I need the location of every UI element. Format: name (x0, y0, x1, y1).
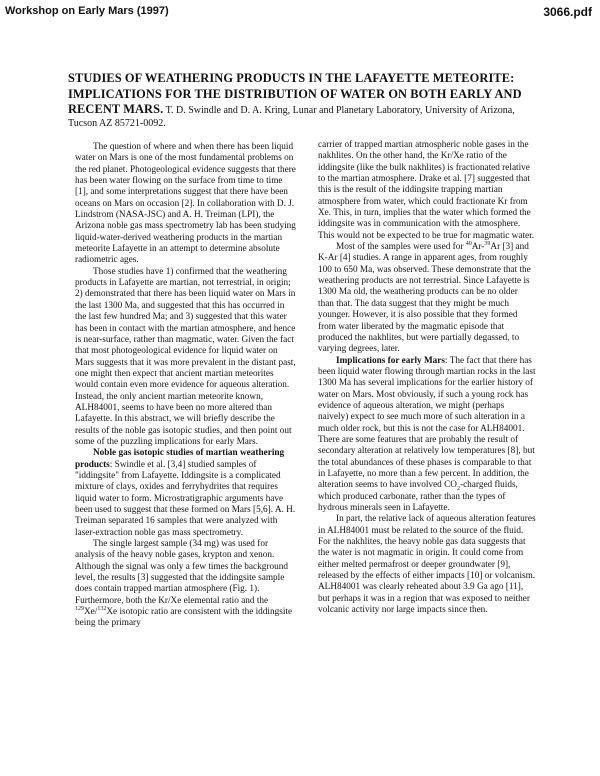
running-header-right: 3066.pdf (543, 5, 592, 19)
paragraph-noble-gas (75, 448, 297, 539)
text-run: Xe/ (84, 607, 98, 618)
left-column (75, 142, 297, 630)
paragraph-intro: The question of where and when there has been liquid water on Mars is one of the most fundamental problems on the red planet. Photogeological evidence suggests that there has been water flowing on the surface from time to time [1], and some interpretations suggest that there have been oceans on Mars on occasion [2]. In collaboration with D. J. Lindstrom (NASA-JSC) and A. H. Treiman (LPI), the Arizona noble gas mass spectrometry lab has been studying liquid-water-derived weathering products in the martian meteorite Lafayette in an attempt to determine absolute radiometric ages. (75, 142, 296, 266)
paragraph-findings: Those studies have 1) confirmed that the weathering products in Lafayette are martian, not terrestrial, in origin; 2) demonstrated that there has been liquid water on Mars in the last 1300 Ma, and suggested that this has occurred in the last few hundred Ma; and 3) suggested that this water has been in contact with the martian atmosphere, and hence is near-surface, rather than magmatic, water. Given the fact that most photogeological evidence for liquid water on Mars suggests that it was more prevalent in the distant past, one might then expect that ancient martian meteorites would contain even more evidence for aqueous alteration. Instead, the only ancient martian meteorite known, ALH84001, seems to have been no more altered than Lafayette. In this abstract, we will briefly describe the results of the noble gas isotopic studies, and then point out some of the puzzling implications for early Mars. (75, 266, 296, 447)
paper-title: STUDIES OF WEATHERING PRODUCTS IN THE LAFAYETTE METEORITE: IMPLICATIONS FOR THE DISTRIBUTION OF WATER ON BOTH EARLY AND RECENT MARS. (68, 71, 522, 116)
right-column (318, 140, 536, 616)
section-heading-noble-gas: Noble gas isotopic studies of martian weathering products (75, 448, 285, 470)
title-block (68, 71, 534, 130)
superscript: 39 (484, 241, 491, 248)
text-run: : The fact that there has been liquid water flowing through martian rocks in the last 1300 Ma has several implications for the earlier history of water on Mars. Most obviously, if such a young rock has evidence of aqueous alteration, we might (perhaps naively) expect to see much more of such alteration in a much older rock, but this is not the case for ALH84001. There are some features that are probably the result of secondary alteration at relatively low temperatures [8], but the total abundances of these phases is comparable to that in Lafayette, no more than a few percent. In addition, the alteration seems to have involved CO (318, 355, 536, 491)
superscript: 132 (97, 606, 107, 613)
paragraph-alteration: In part, the relative lack of aqueous alteration features in ALH84001 must be related to the source of the fluid. For the nakhlites, the heavy noble gas data suggests that the water is not magmatic in origin. It could come from either melted permafrost or deeper groundwater [9], released by the effects of either impacts [10] or volcanism. ALH84001 was clearly reheated about 3.9 Ga ago [11], but perhaps it was in a region that was exposed to neither volcanic activity nor large impacts since then. (318, 514, 536, 616)
paragraph-implications (318, 356, 536, 515)
text-run: Ar [3] and K-Ar [4] studies. A range in apparent ages, from roughly 100 to 650 Ma, was observed. These demonstrate that the weathering products are not terrestrial. Since Lafayette is 1300 Ma old, the weathering products can be no older than that. The data suggest that they might be much younger. However, it is also possible that they formed from water liberated by the magmatic episode that produced the nakhlites, but were partially degassed, to varying degrees, later. (318, 242, 531, 355)
text-run: Most of the samples were used for (336, 242, 466, 253)
paragraph-sample (75, 539, 297, 630)
paragraph-noble-gas-text: : Swindle et al. [3,4] studied samples of "iddingsite" from Lafayette. Iddingsite is a complicated mixture of clays, oxides and ferryhydrites that requires liquid water to form. Microstratigraphic arguments have been used to suggest that these formed on Mars [5,6]. A. H. Treiman separated 16 samples that were analyzed with laser-extraction noble gas mass spectrometry. (75, 459, 296, 538)
superscript: 129 (75, 606, 84, 613)
authors: T. D. Swindle and D. A. Kring, Lunar and Planetary Laboratory, University of Arizona, Tucson AZ 85721-0092. (68, 105, 515, 129)
text-run: Xe isotopic ratio are consistent with the iddingsite being the primary (75, 607, 293, 629)
running-header-left: Workshop on Early Mars (1997) (5, 5, 169, 17)
text-run: -charged fluids, which produced carbonate, rather than the types of hydrous minerals seen in Lafayette. (318, 480, 518, 513)
paragraph-ar-ages (318, 242, 536, 355)
superscript: 40 (465, 241, 472, 248)
subscript: 2 (456, 486, 460, 493)
text-run: The single largest sample (34 mg) was used for analysis of the heavy noble gases, krypton and xenon. Although the signal was only a few times the background level, the results [3] suggested that the iddingsite sample does contain trapped martian atmosphere (Fig. 1). Furthermore, both the Kr/Xe elemental ratio and the (75, 539, 288, 606)
paragraph-carrier: carrier of trapped martian atmospheric noble gases in the nakhlites. On the other hand, the Kr/Xe ratio of the iddingsite (like the bulk nakhlites) is fractionated relative to the martian atmosphere. Drake et al. [7] suggested that this is the result of the iddingsite trapping martian atmosphere from water, which could fractionate Kr from Xe. This, in turn, implies that the water which formed the iddingsite was in communication with the atmosphere. This would not be expected to be true for magmatic water. (318, 140, 535, 241)
section-heading-implications: Implications for early Mars (336, 355, 446, 366)
text-run: Ar- (471, 242, 485, 253)
